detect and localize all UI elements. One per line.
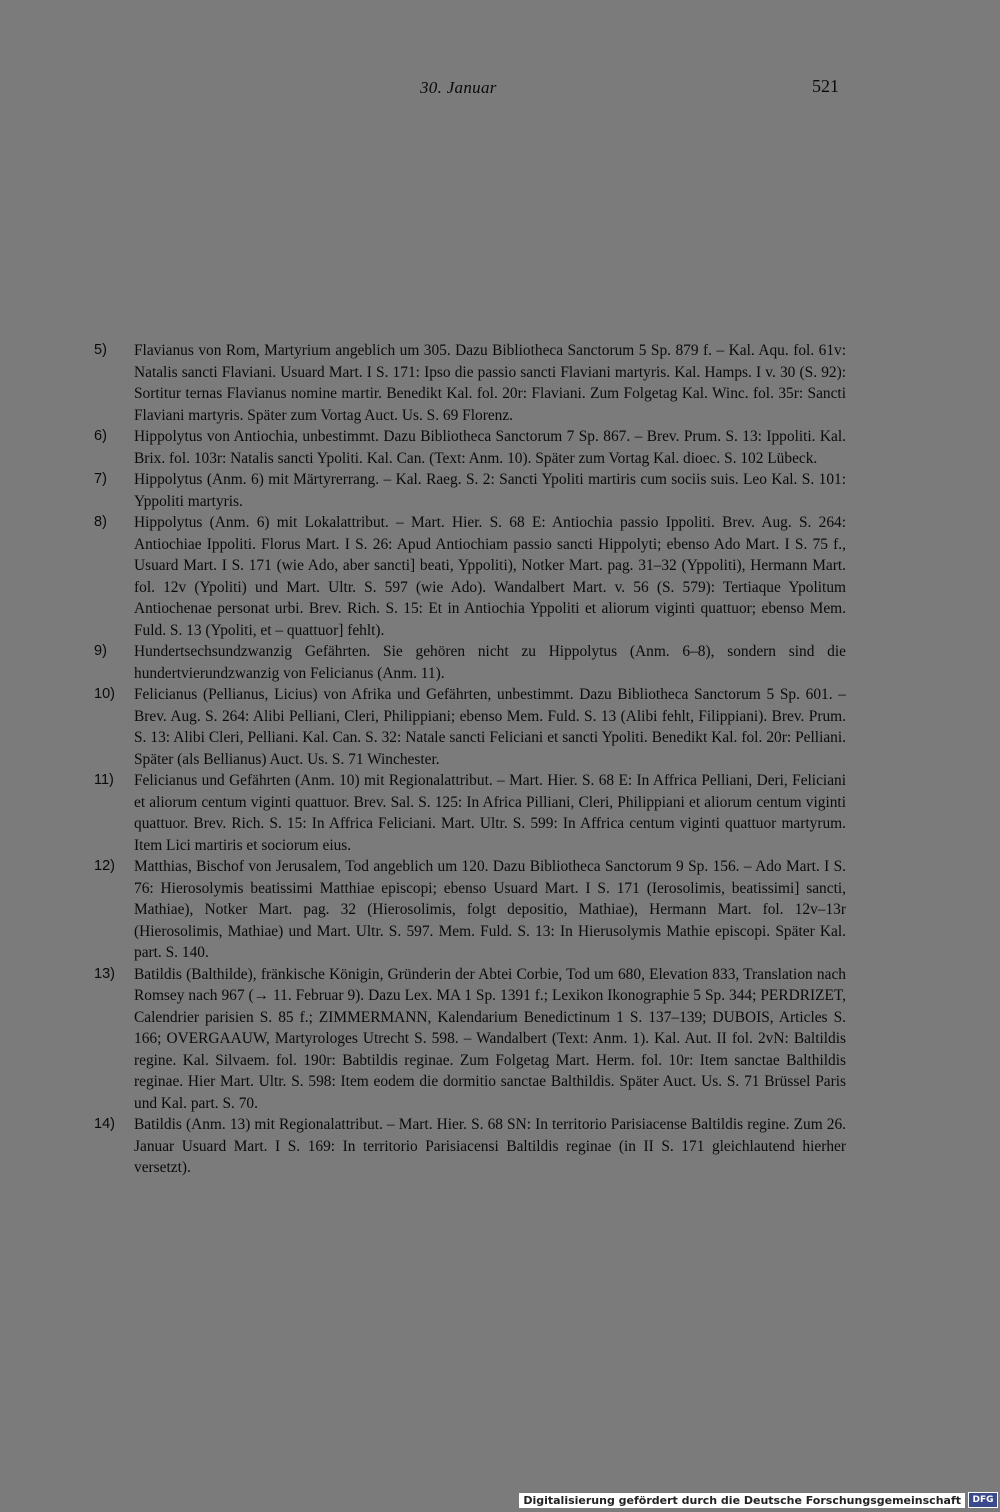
footnote (94, 964, 846, 1115)
footnote-text: Felicianus und Gefährten (Anm. 10) mit Regionalattribut. – Mart. Hier. S. 68 E: In Affrica Pelliani, Deri, Feliciani et aliorum centum viginti quattuor. Brev. Sal. S. 125: In Africa Pilliani, Cleri, Philippiani et aliorum centum viginti quattuor. Brev. Rich. S. 15: In Affrica Feliciani. Mart. Ultr. S. 599: In Affrica centum viginti quattuor martyrum. Item Lici martiris et sociorum eius. (134, 772, 846, 854)
footnote (94, 469, 846, 512)
footnote-text: Hippolytus (Anm. 6) mit Lokalattribut. – Mart. Hier. S. 68 E: Antiochia passio Ippoliti. Brev. Aug. S. 264: Antiochiae Ippoliti. Florus Mart. I S. 26: Apud Antiochiam passio sancti Hippolyti; ebenso Ado Mart. I S. 75 f., Usuard Mart. I S. 171 (wie Ado, aber sancti] beati, Yppoliti), Notker Mart. pag. 31–32 (Yppoliti), Hermann Mart. fol. 12v (Ypoliti) und Mart. Ultr. S. 597 (wie Ado). Wandalbert Mart. v. 56 (S. 579): Tertiaque Ypolitum Antiochenae personat urbi. Brev. Rich. S. 15: Et in Antiochia Yppoliti et aliorum viginti quattuor; ebenso Mem. Fuld. S. 13 (Ypoliti, et – quattuor] fehlt). (134, 514, 846, 639)
footnote-text: Felicianus (Pellianus, Licius) von Afrika und Gefährten, unbestimmt. Dazu Bibliotheca Sanctorum 5 Sp. 601. – Brev. Aug. S. 264: Alibi Pelliani, Cleri, Philippiani; ebenso Mem. Fuld. S. 13 (Alibi fehlt, Filippiani). Brev. Prum. S. 13: Alibi Cleri, Pelliani. Kal. Can. S. 32: Natale sancti Feliciani et sancti Ypoliti. Benedikt Kal. fol. 20r: Pelliani. Später (als Bellianus) Auct. Us. S. 71 Winchester. (134, 686, 846, 768)
footnote-number: 5) (94, 342, 107, 358)
footnote-number: 7) (94, 471, 107, 487)
footnote-number: 8) (94, 514, 107, 530)
footnote-text: Flavianus von Rom, Martyrium angeblich um 305. Dazu Bibliotheca Sanctorum 5 Sp. 879 f. – Kal. Aqu. fol. 61v: Natalis sancti Flaviani. Usuard Mart. I S. 171: Ipso die passio sancti Flaviani martyris. Kal. Hamps. I v. 30 (S. 92): Sortitur ternas Flavianus nomine martir. Benedikt Kal. fol. 20r: Flaviani. Zum Folgetag Kal. Winc. fol. 35r: Sancti Flaviani martyris. Später zum Vortag Auct. Us. S. 69 Florenz. (134, 342, 846, 424)
footnote (94, 770, 846, 856)
funding-credit: Digitalisierung gefördert durch die Deutsche Forschungsgemeinschaft (519, 1493, 965, 1508)
footnote-number: 13) (94, 965, 115, 982)
footnote-text: Hundertsechsundzwanzig Gefährten. Sie gehören nicht zu Hippolytus (Anm. 6–8), sondern sind die hundertvierundzwanzig von Felicianus (Anm. 11). (134, 643, 846, 682)
footnote-text: Hippolytus von Antiochia, unbestimmt. Dazu Bibliotheca Sanctorum 7 Sp. 867. – Brev. Prum. S. 13: Ippoliti. Kal. Brix. fol. 103r: Natalis sancti Ypoliti. Kal. Can. (Text: Anm. 10). Später zum Vortag Kal. dioec. S. 102 Lübeck. (134, 428, 846, 467)
footnote-number: 14) (94, 1116, 115, 1132)
page-number: 521 (812, 76, 839, 96)
footnote-number: 10) (94, 686, 115, 702)
footnote-text: Matthias, Bischof von Jerusalem, Tod angeblich um 120. Dazu Bibliotheca Sanctorum 9 Sp. 156. – Ado Mart. I S. 76: Hierosolymis beatissimi Matthiae episcopi; ebenso Usuard Mart. I S. 171 (Ierosolimis, beatissimi] sancti, Mathiae), Notker Mart. pag. 32 (Hierosolimis, folgt depositio, Mathiae), Hermann Mart. fol. 12v–13r (Hierosolimis, Mathiae) und Mart. Ultr. S. 597. Mem. Fuld. S. 13: In Hierusolymis Mathie episcopi. Später Kal. part. S. 140. (134, 858, 846, 961)
footnote (94, 684, 846, 770)
footnote (94, 641, 846, 684)
footer (519, 1492, 998, 1508)
footnote-text: Batildis (Balthilde), fränkische Königin, Gründerin der Abtei Corbie, Tod um 680, Elevation 833, Translation nach Romsey nach 967 (→ 11. Februar 9). Dazu Lex. MA 1 Sp. 1391 f.; Lexikon Ikonographie 5 Sp. 344; PERDRIZET, Calendrier parisien S. 85 f.; ZIMMERMANN, Kalendarium Benedictinum 1 S. 137–139; DUBOIS, Articles S. 166; OVERGAAUW, Martyrologes Utrecht S. 598. – Wandalbert (Text: Anm. 1). Kal. Aut. II fol. 2vN: Baltildis regine. Kal. Silvaem. fol. 190r: Babtildis reginae. Zum Folgetag Mart. Herm. fol. 10r: Item sanctae Balthildis reginae. Hier Mart. Ultr. S. 598: Item eodem die dormitio sanctae Balthildis. Später Auct. Us. S. 71 Brüssel Paris und Kal. part. S. 70. (134, 965, 846, 1112)
dfg-logo: DFG (968, 1492, 998, 1508)
footnote (94, 340, 846, 426)
footnote-number: 11) (94, 772, 114, 788)
footnote-number: 9) (94, 643, 107, 659)
footnote (94, 1114, 846, 1179)
footnotes (94, 340, 846, 1179)
footnote (94, 856, 846, 964)
running-header: 30. Januar (420, 78, 497, 97)
footnote-text: Batildis (Anm. 13) mit Regionalattribut. – Mart. Hier. S. 68 SN: In territorio Parisiacense Baltildis regine. Zum 26. Januar Usuard Mart. I S. 169: In territorio Parisiacensi Baltildis reginae (in II S. 171 gleichlautend hierher versetzt). (134, 1116, 846, 1176)
footnote-number: 6) (94, 428, 107, 444)
footnote (94, 512, 846, 641)
footnote (94, 426, 846, 469)
footnote-text: Hippolytus (Anm. 6) mit Märtyrerrang. – Kal. Raeg. S. 2: Sancti Ypoliti martiris cum sociis suis. Leo Kal. S. 101: Yppoliti martyris. (134, 471, 846, 510)
footnote-number: 12) (94, 858, 115, 874)
